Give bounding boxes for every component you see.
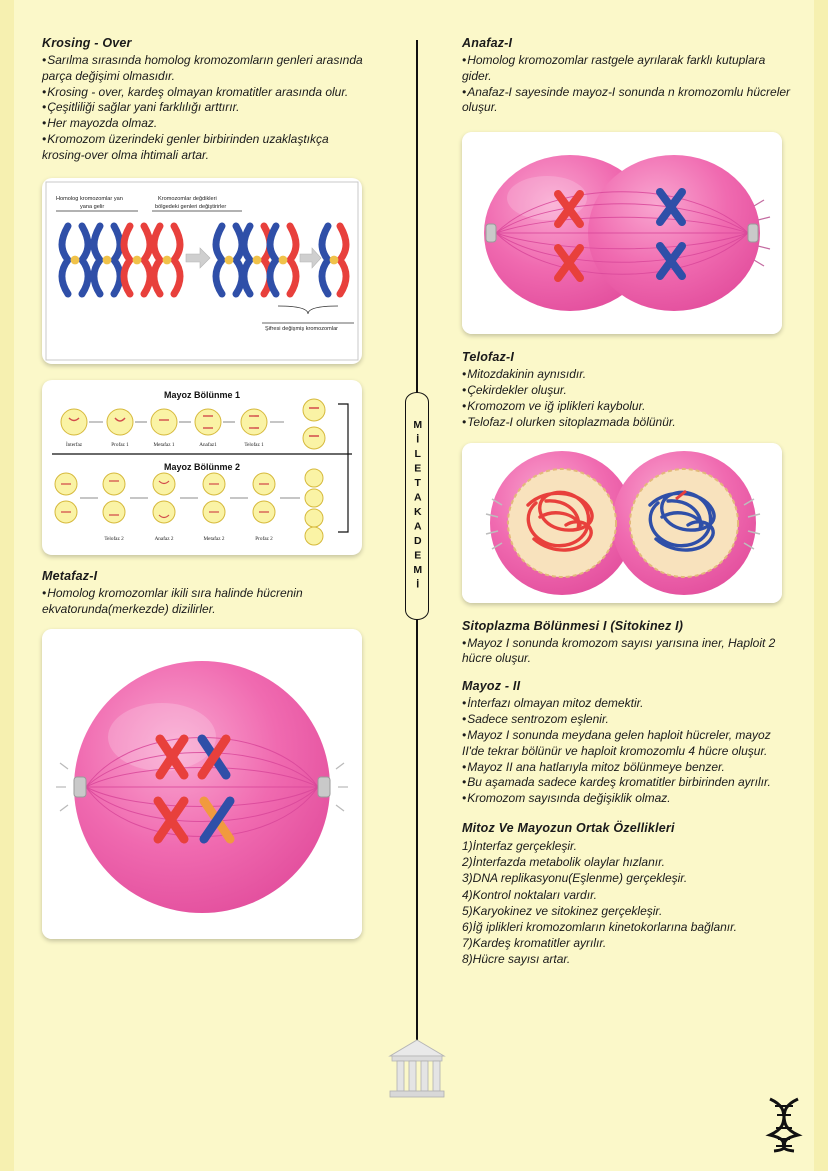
list-item: • Krosing - over, kardeş olmayan kromatitler arasında olur. xyxy=(42,85,372,101)
telophase-cell-card xyxy=(462,443,782,603)
metaphase-1-title: Metafaz-I xyxy=(42,568,98,583)
page-right-edge xyxy=(814,0,828,1171)
cytokinesis-bullets xyxy=(462,636,792,668)
svg-text:bölgedeki genleri değiştirirle: bölgedeki genleri değiştirirler xyxy=(155,203,227,210)
metaphase-1-block xyxy=(42,569,372,618)
list-item: 1)İnterfaz gerçekleşir. xyxy=(462,839,577,854)
meiosis-overview-card xyxy=(42,380,362,555)
list-item: • İnterfazı olmayan mitoz demektir. xyxy=(462,696,792,712)
anaphase-1-title: Anafaz-I xyxy=(462,36,513,50)
left-column xyxy=(42,36,372,939)
crossover-diagram xyxy=(42,178,362,364)
telophase-1-block xyxy=(462,350,792,430)
cytokinesis-title: Sitoplazma Bölünmesi I (Sitokinez I) xyxy=(462,618,684,633)
list-item: 7)Kardeş kromatitler ayrılır. xyxy=(462,936,607,951)
stage-label: Metafaz 2 xyxy=(203,535,225,542)
cytokinesis-block xyxy=(462,619,792,668)
brand-badge xyxy=(405,392,429,620)
list-item: • Kromozom ve iğ iplikleri kaybolur. xyxy=(462,399,792,415)
dna-icon xyxy=(758,1095,810,1153)
list-item: • Mayoz I sonunda meydana gelen haploit hücreler, mayoz II'de tekrar bölünür ve haploit kromozomlu 4 hücre oluşur. xyxy=(462,728,792,760)
crossing-over-title: Krosing - Over xyxy=(42,36,132,50)
common-features-title: Mitoz Ve Mayozun Ortak Özellikleri xyxy=(462,821,675,836)
anaphase-cell-card xyxy=(462,132,782,334)
stage-label: Profaz 2 xyxy=(255,535,273,542)
telophase-1-title: Telofaz-I xyxy=(462,350,515,365)
meiosis-2-block xyxy=(462,679,792,807)
list-item: • Mitozdakinin aynısıdır. xyxy=(462,367,792,383)
list-item: 4)Kontrol noktaları vardır. xyxy=(462,887,597,902)
list-item: • Kromozom sayısında değişiklik olmaz. xyxy=(462,791,792,807)
list-item: • Çeşitliliği sağlar yani farklılığı arttırır. xyxy=(42,100,372,116)
common-features-block xyxy=(462,821,792,968)
svg-text:Kromozomlar değdikleri: Kromozomlar değdikleri xyxy=(158,195,217,202)
brand-vertical-text: MİLETAKADEMİ xyxy=(411,419,424,593)
vertical-timeline xyxy=(405,40,429,1060)
svg-text:Homolog kromozomlar yan: Homolog kromozomlar yan xyxy=(56,195,123,202)
right-column xyxy=(462,36,792,968)
list-item: 6)İğ iplikleri kromozomların kinetokorlarına bağlanır. xyxy=(462,920,738,935)
svg-text:Şifresi değişmiş kromozomlar: Şifresi değişmiş kromozomlar xyxy=(265,325,339,332)
svg-text:yana gelir: yana gelir xyxy=(80,203,105,210)
crossing-over-bullets xyxy=(42,53,372,164)
common-features-list xyxy=(462,838,792,968)
list-item: 2)İnterfazda metabolik olaylar hızlanır. xyxy=(462,855,665,870)
list-item: 3)DNA replikasyonu(Eşlenme) gerçekleşir. xyxy=(462,871,688,886)
stage-label: Anafaz1 xyxy=(199,441,217,448)
stage-label: Metafaz 1 xyxy=(153,441,175,448)
list-item: • Homolog kromozomlar ikili sıra halinde hücrenin ekvatorunda(merkezde) dizilirler. xyxy=(42,586,372,618)
metaphase-cell-illustration xyxy=(42,629,362,939)
crossover-figure-card xyxy=(42,178,362,364)
list-item: • Mayoz II ana hatlarıyla mitoz bölünmeye benzer. xyxy=(462,760,792,776)
meiosis-2-bullets xyxy=(462,696,792,807)
list-item: 5)Karyokinez ve sitokinez gerçekleşir. xyxy=(462,903,663,918)
telophase-cell-illustration xyxy=(462,443,782,603)
page-left-edge xyxy=(0,0,14,1171)
stage-label: Telofaz 2 xyxy=(104,535,124,542)
stage-label: Profaz 1 xyxy=(111,441,129,448)
meiosis-2-title: Mayoz - II xyxy=(462,679,521,694)
list-item: • Bu aşamada sadece kardeş kromatitler birbirinden ayrılır. xyxy=(462,775,792,791)
list-item: • Her mayozda olmaz. xyxy=(42,116,372,132)
list-item: • Sarılma sırasında homolog kromozomların genleri arasında parça değişimi olmasıdır. xyxy=(42,53,372,85)
temple-logo-icon xyxy=(388,1038,446,1100)
metaphase-cell-card xyxy=(42,629,362,939)
stage-label: Telofaz 1 xyxy=(244,441,264,448)
list-item: • Sadece sentrozom eşlenir. xyxy=(462,712,792,728)
metaphase-1-bullets xyxy=(42,586,372,618)
list-item: • Homolog kromozomlar rastgele ayrılarak farklı kutuplara gider. xyxy=(462,53,792,85)
meiosis-overview-diagram xyxy=(42,380,362,555)
anaphase-cell-illustration xyxy=(462,132,782,334)
list-item: • Kromozom üzerindeki genler birbirinden uzaklaştıkça krosing-over olma ihtimali artar. xyxy=(42,132,372,164)
list-item: 8)Hücre sayısı artar. xyxy=(462,952,571,967)
list-item: • Telofaz-I olurken sitoplazmada bölünür. xyxy=(462,415,792,431)
telophase-1-bullets xyxy=(462,367,792,430)
stage-label: Anafaz 2 xyxy=(154,535,174,542)
list-item: • Çekirdekler oluşur. xyxy=(462,383,792,399)
list-item: • Anafaz-I sayesinde mayoz-I sonunda n kromozomlu hücreler oluşur. xyxy=(462,85,792,117)
stage-label: İnterfaz xyxy=(65,441,83,448)
meiosis-2-title: Mayoz Bölünme 2 xyxy=(163,461,241,472)
anaphase-1-bullets xyxy=(462,53,792,116)
list-item: • Mayoz I sonunda kromozom sayısı yarısına iner, Haploit 2 hücre oluşur. xyxy=(462,636,792,668)
meiosis-1-title: Mayoz Bölünme 1 xyxy=(163,389,241,400)
